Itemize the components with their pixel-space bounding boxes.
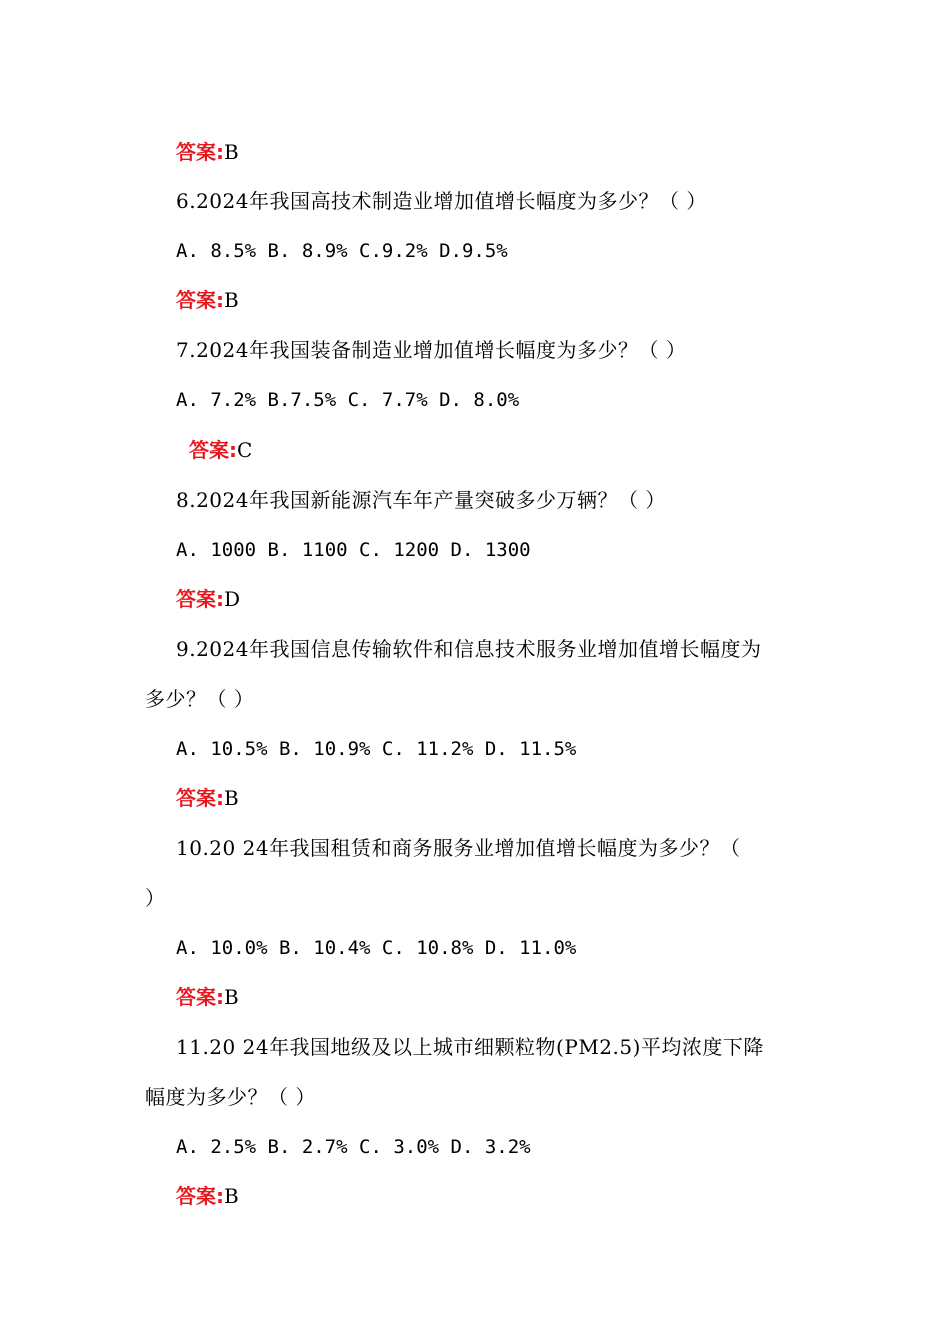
answer-value: B bbox=[224, 786, 239, 810]
question-11: 11.20 24年我国地级及以上城市细颗粒物(PM2.5)平均浓度下降 bbox=[176, 1035, 764, 1059]
answer-value: C bbox=[237, 438, 253, 462]
answer-value: B bbox=[224, 140, 239, 164]
answer-label: 答案: bbox=[176, 140, 224, 164]
options-10: A. 10.0% B. 10.4% C. 10.8% D. 11.0% bbox=[176, 937, 577, 959]
answer-value: B bbox=[224, 288, 239, 312]
answer-line-7 bbox=[189, 436, 252, 464]
question-10-continued: ） bbox=[145, 886, 166, 910]
answer-line-9 bbox=[176, 784, 239, 812]
answer-label: 答案: bbox=[176, 587, 224, 611]
question-9: 9.2024年我国信息传输软件和信息技术服务业增加值增长幅度为 bbox=[176, 637, 762, 661]
options-6: A. 8.5% B. 8.9% C.9.2% D.9.5% bbox=[176, 240, 508, 262]
options-7: A. 7.2% B.7.5% C. 7.7% D. 8.0% bbox=[176, 389, 520, 411]
answer-label: 答案: bbox=[176, 985, 224, 1009]
answer-label: 答案: bbox=[189, 438, 237, 462]
answer-value: B bbox=[224, 985, 239, 1009]
question-6: 6.2024年我国高技术制造业增加值增长幅度为多少？（ ） bbox=[176, 189, 707, 213]
options-11: A. 2.5% B. 2.7% C. 3.0% D. 3.2% bbox=[176, 1136, 531, 1158]
answer-label: 答案: bbox=[176, 1184, 224, 1208]
question-11-continued: 幅度为多少？（ ） bbox=[145, 1085, 316, 1109]
question-10: 10.20 24年我国租赁和商务服务业增加值增长幅度为多少？（ bbox=[176, 836, 741, 860]
answer-line-10 bbox=[176, 983, 239, 1011]
answer-value: D bbox=[224, 587, 241, 611]
answer-label: 答案: bbox=[176, 786, 224, 810]
answer-line-5 bbox=[176, 138, 239, 166]
question-9-continued: 多少？（ ） bbox=[145, 687, 255, 711]
answer-line-11 bbox=[176, 1182, 239, 1210]
options-8: A. 1000 B. 1100 C. 1200 D. 1300 bbox=[176, 539, 531, 561]
question-8: 8.2024年我国新能源汽车年产量突破多少万辆？（ ） bbox=[176, 488, 666, 512]
question-7: 7.2024年我国装备制造业增加值增长幅度为多少？（ ） bbox=[176, 338, 687, 362]
answer-label: 答案: bbox=[176, 288, 224, 312]
answer-value: B bbox=[224, 1184, 239, 1208]
answer-line-6 bbox=[176, 286, 239, 314]
answer-line-8 bbox=[176, 585, 240, 613]
options-9: A. 10.5% B. 10.9% C. 11.2% D. 11.5% bbox=[176, 738, 577, 760]
